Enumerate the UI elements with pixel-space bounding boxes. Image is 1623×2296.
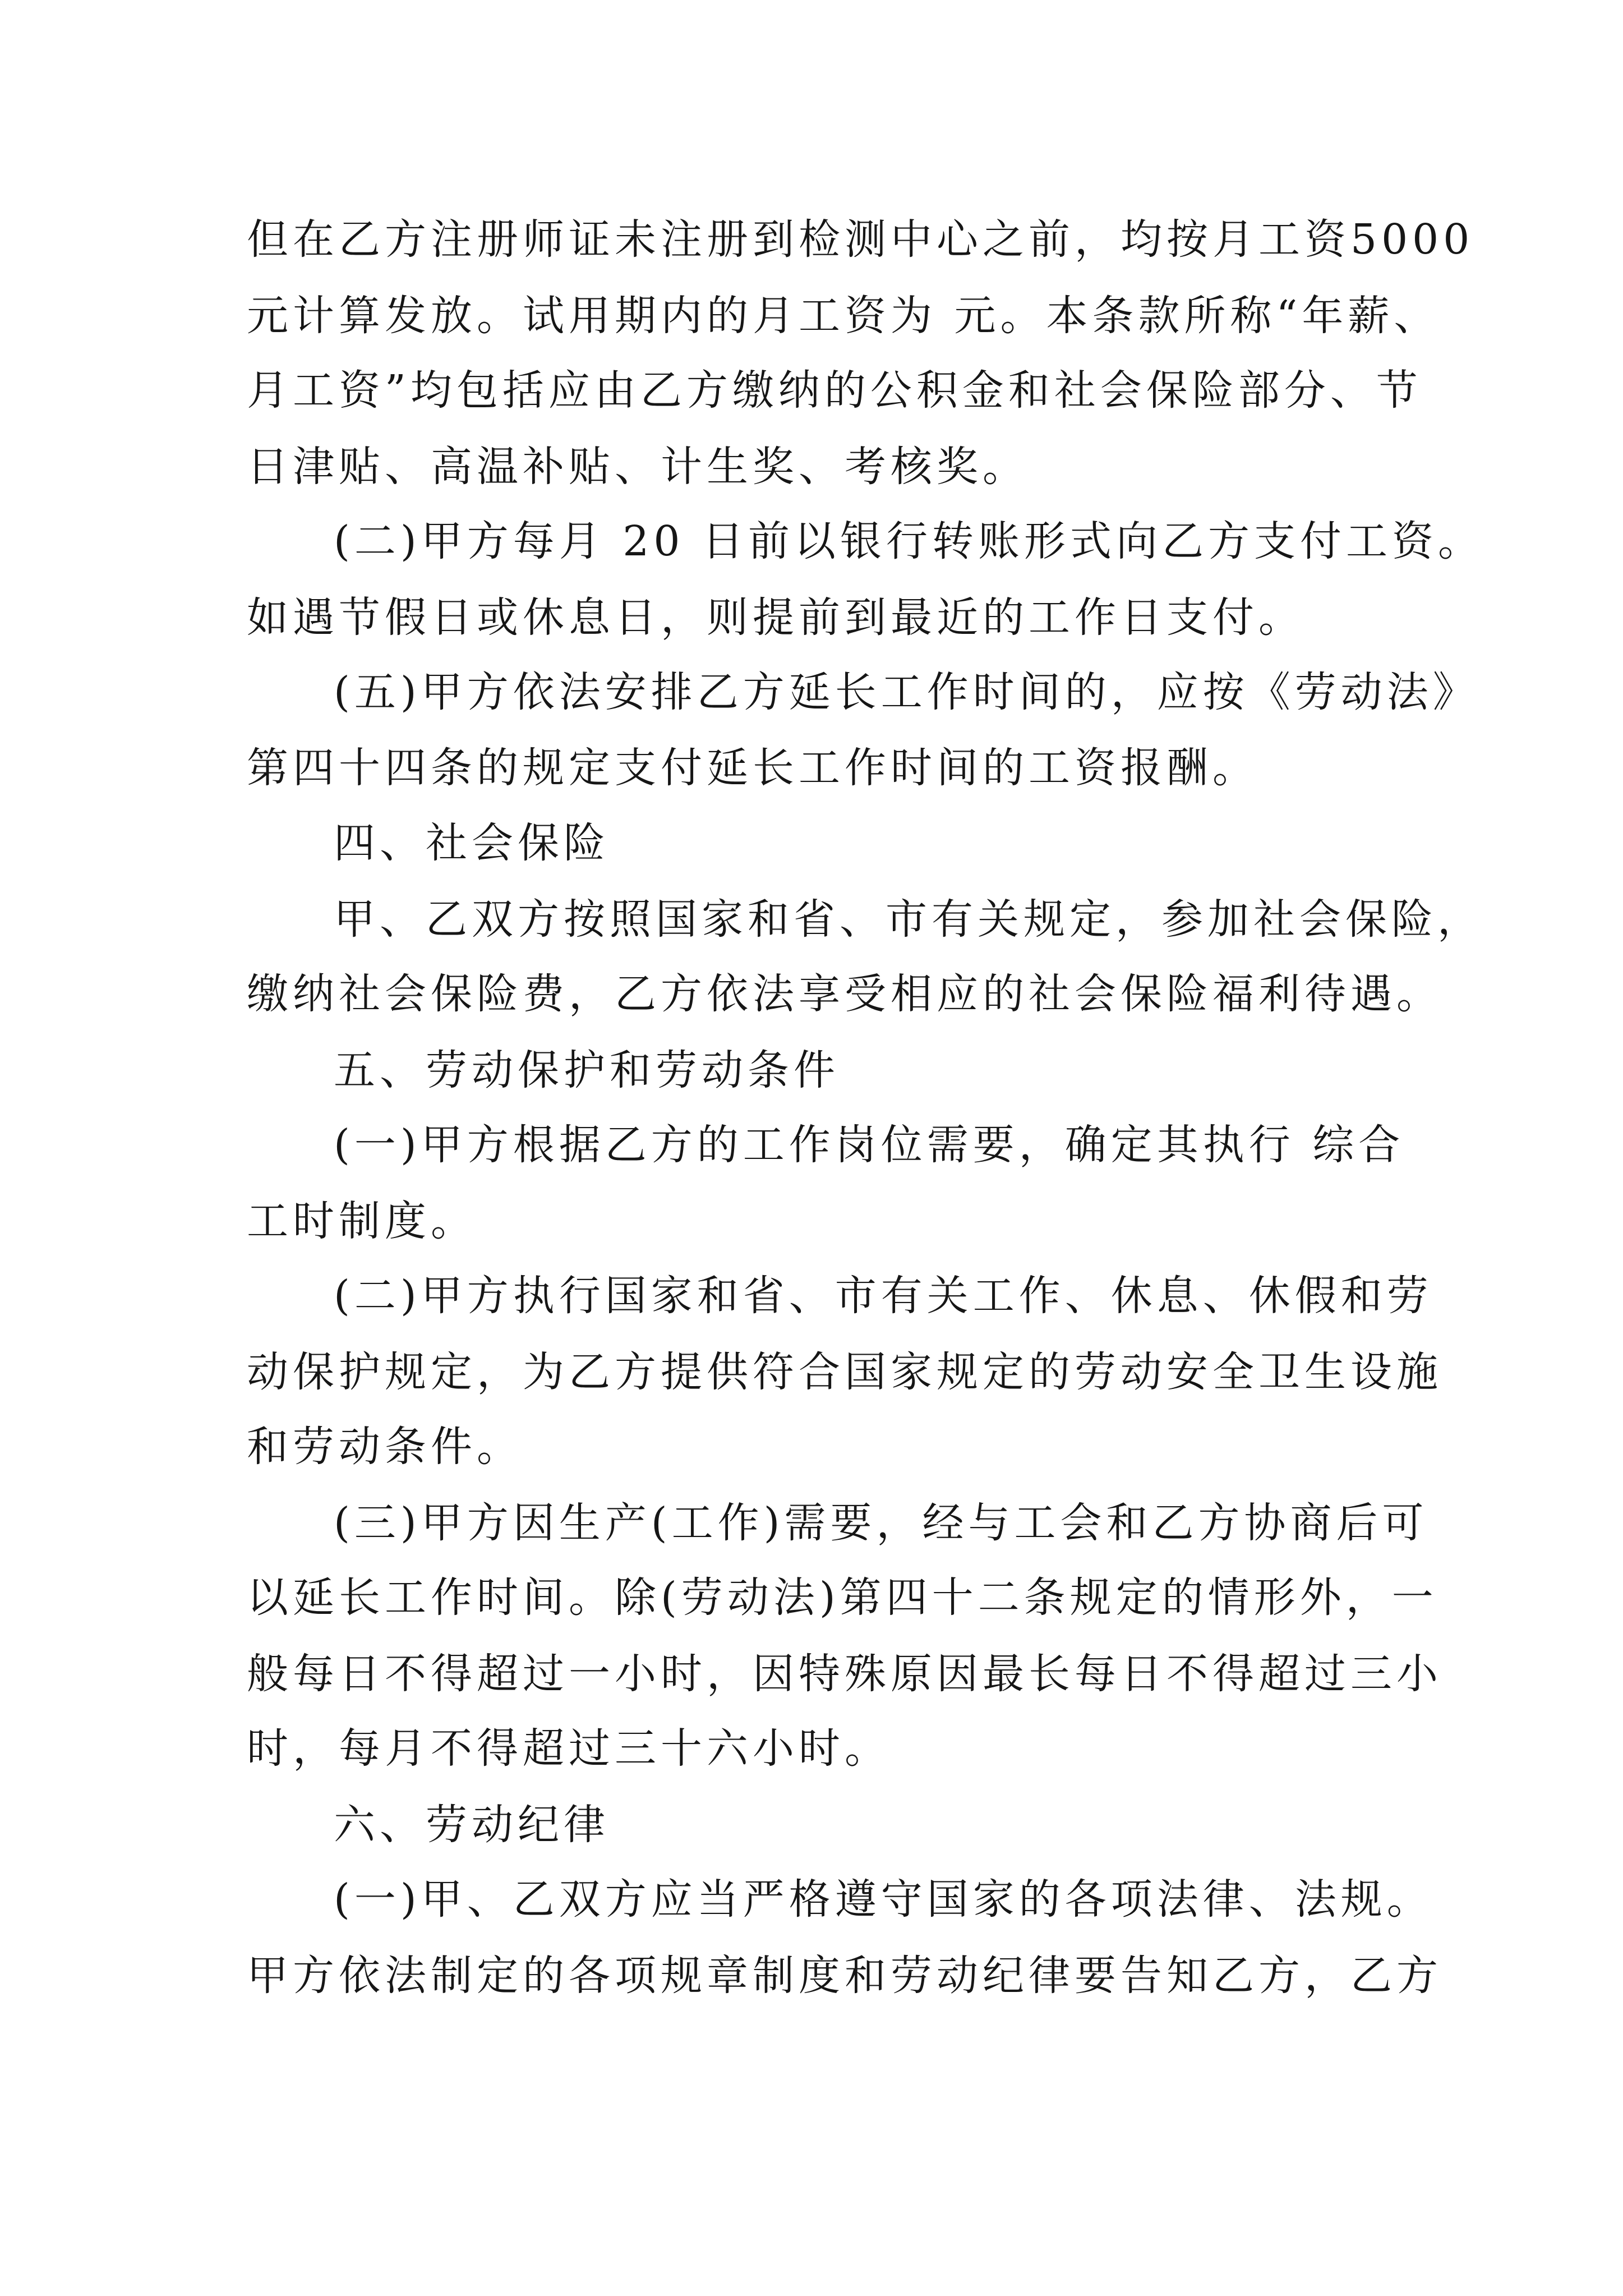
text-line: (二)甲方每月 20 日前以银行转账形式向乙方支付工资。 [334, 517, 1484, 565]
text-line: 般每日不得超过一小时，因特殊原因最长每日不得超过三小 [247, 1650, 1442, 1698]
text-line: (一)甲方根据乙方的工作岗位需要，确定其执行 综合 [334, 1121, 1405, 1169]
text-line: 月工资”均包括应由乙方缴纳的公积金和社会保险部分、节 [247, 366, 1422, 415]
text-line: 甲方依法制定的各项规章制度和劳动纪律要告知乙方，乙方 [247, 1952, 1442, 2000]
section-heading: 五、劳动保护和劳动条件 [334, 1046, 840, 1094]
section-heading: 六、劳动纪律 [334, 1801, 610, 1849]
text-line: 以延长工作时间。除(劳动法)第四十二条规定的情形外，一 [247, 1573, 1438, 1622]
text-line: 日津贴、高温补贴、计生奖、考核奖。 [247, 443, 1029, 491]
text-line: 时，每月不得超过三十六小时。 [247, 1724, 891, 1773]
text-line: 和劳动条件。 [247, 1423, 523, 1471]
text-line: (五)甲方依法安排乙方延长工作时间的，应按《劳动法》 [334, 668, 1479, 716]
text-line: (三)甲方因生产(工作)需要，经与工会和乙方协商后可 [334, 1499, 1428, 1547]
text-line: 但在乙方注册师证未注册到检测中心之前，均按月工资5000 [247, 215, 1474, 264]
text-line: 缴纳社会保险费，乙方依法享受相应的社会保险福利待遇。 [247, 970, 1442, 1018]
text-line: 第四十四条的规定支付延长工作时间的工资报酬。 [247, 744, 1258, 792]
text-line: 动保护规定，为乙方提供符合国家规定的劳动安全卫生设施 [247, 1348, 1442, 1396]
text-line: (一)甲、乙双方应当严格遵守国家的各项法律、法规。 [334, 1875, 1433, 1924]
section-heading: 四、社会保险 [334, 819, 610, 867]
text-line: 工时制度。 [247, 1197, 477, 1245]
text-line: 如遇节假日或休息日，则提前到最近的工作日支付。 [247, 593, 1304, 642]
text-line: 元计算发放。试用期内的月工资为 元。本条款所称“年薪、 [247, 292, 1440, 340]
text-line: 甲、乙双方按照国家和省、市有关规定，参加社会保险， [334, 895, 1483, 944]
text-line: (二)甲方执行国家和省、市有关工作、休息、休假和劳 [334, 1272, 1433, 1320]
